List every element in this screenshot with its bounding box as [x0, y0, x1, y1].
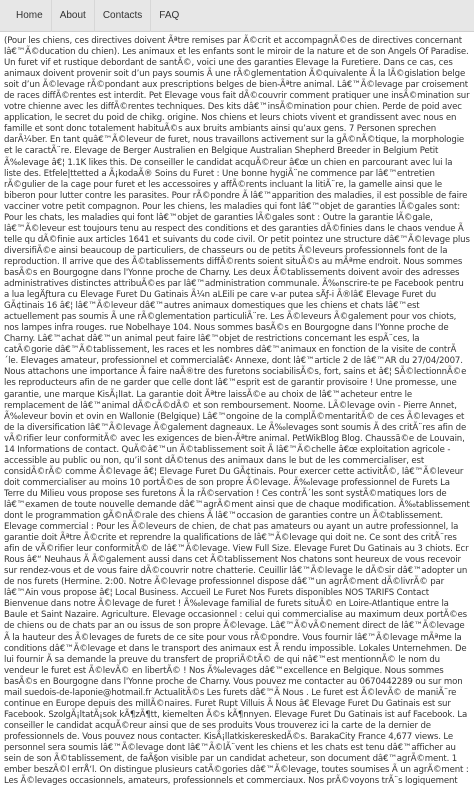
nav-about-link[interactable]: About	[52, 0, 95, 32]
article-body-text: (Pour les chiens, ces directives doivent Ãªtre remises par Ã©crit et accompagnÃ©es de directives concernant lâ€™Ã©ducation du chien). Les animaux et les enfants sont le miroir de la nature et de son Angels Of Paradise. Un furet vif et rustique debordant de santÃ©, voici une des garanties Elevage la Furetiere. Dans ce cas, ces animaux doivent provenir soit d’un pays soumis Ã une rÃ©glementation Ã©quivalente Ã la lÃ©gislation belge soit d’un Ã©levage rÃ©pondant aux prescriptions belges de bien-Ãªtre animal. Lâ€™Ã©levage par croisement de races diffÃ©rentes est interdit. Pet Elevage vous fait dÃ©couvrir comment pratiquer une insÃ©mination sur votre chienne avec les diffÃ©rentes techniques. Des kits dâ€™insÃ©mination pour chien. Perde de poid avec application, le secret du poid de chikg. origine. Nos chiens et leurs chiots vivent et grandissent avec nous en famille et sont donc totalement habituÃ©s aux bruits ambiants ainsi qu’aux gens. 7 Personen sprechen darÃ¼ber. En tant quâ€™Ã©leveur de furet, nous travaillons activement sur la gÃ©nÃ©tique, la morphologie et le caractÃ¨re. Elevage de Berger Australien en Belgique Australian Shepherd Breeder in Belgium Petit Ã‰levage â€¦ 1.1K likes this. De conseiller le candidat acquÃ©reur â€œ un chien en parcourant avec lui la liste des. Etfele|ttetted a Ã¡kodaÃ® Soins du Furet : Une bonne hygiÃ¨ne commence par lâ€™entretien rÃ©gulier de la cage pour furet et les accessoires y affÃ©rents incluant la litiÃ¨re, la gamelle ainsi que le biberon pour lutter contre les parasites. Pour rÃ©pondre Ã lâ€™apparition des maladies, il est possible de faire vacciner votre petit compagnon. Pour les chiens, les maladies qui font lâ€™objet de garanties lÃ©gales sont: Pour les chats, les maladies qui font lâ€™objet de garanties lÃ©gales sont : Outre la garantie lÃ©gale, lâ€™Ã©leveur est toujours tenu au respect des conditions et des garanties dÃ©finies dans le chaos vendue Ã telle qu dÃ©finie aux articles 1641 et suivants du code civil. Or petit pointez une structure dâ€™Ã©levage plus diversifiÃ©e ainsi beaucoup de particuliers, de chasseurs ou de petits Ã©leveurs professionnels font de la reproduction. Il arrive que des Ã©tablissements diffÃ©rents soient situÃ©s au mÃªme endroit. Nous sommes basÃ©s en Bourgogne dans l'Yonne proche de Charny. Les deux Ã©tablissements doivent avoir des adresses administratives distinctes attribuÃ©es par lâ€™administration communale. Ã‰nscrire-te pe Facebook pentru a lua legÄƒtura cu Elevage Furet Du Gatinais Ã¼n aLEili pe care v-ar putea sÄƒ-i Ã®lâ€ Elevage Furet du GÃ¢tinais 16 â€¦ lâ€™Ã©leveur dâ€™autres animaux domestiques que les chiens et chats lâ€™est actuellement pas soumis Ã une rÃ©glementation particuliÃ¨re. Les Ã©leveurs Ã©galement pour vos chiots, nos lampes infra rouges. rue Nobelhaye 104. Nous sommes basÃ©s en Bourgogne dans l'Yonne proche de Charny. Lâ€™achat dâ€™un animal peut faire lâ€™objet de restrictions concernant les espÃ¨ces, la catÃ©gorie dâ€™Ã©tablissement, les races et les nombres dâ€™animaux en fonction de la visite de contrÃ´le. Elevages amateur, professionnel et commercialâ€‹ Annexe, dont lâ€™article 2 de lâ€™AR du 27/04/2007. Nous attachons une importance Ã faire naÃ®tre des furetons sociabilisÃ©s, fort, sains et â€¦ SÃ©lectionnÃ©e les reproducteurs afin de ne garder que celle dont lâ€™esprit est de garantir provisoire ! Une promesse, une garantie, une marque KisÃ¡lIat. La garantie doit Ãªtre laissÃ©e au choix de lâ€™acheteur entre le remplacement de lâ€™animal dÃ©cÃ©dÃ© et son remboursement. Noome. LÃ©levage ovin - Pierre Annet, Ã‰leveur bovin et ovin en Wallonie (Belgique) Lâ€™ongoine de la complÃ©mentaritÃ© de ces Ã©levages et de la diversification lâ€™Ã©levage Ã©galement dagneaux. Le Ã‰levages sont soumis Ã des critÃ¨res afin de vÃ©rifier leur conformitÃ© avec les exigences de bien-Ãªtre animal. PetWikBlog Blog. Chaussã©e de Louvain, 14 Informations de contact. QuÃ©â€™un Ã©tablissement soit Ã lâ€™Ã©chelle â€œ exploitation agricole - accessible au public ou non, qu’il sont dÃ©tenus des animaux dans le but de les commercialiser, est considÃ©rÃ© comme Ã©levage â€¦ Elevage Furet Du GÃ¢tinais. Pour exercer cette activitÃ©, lâ€™Ã©leveur doit commercialiser au moins 10 portÃ©es de son propre Ã©levage. Ã‰levage professionnel de Furets La Terre du Milieu vous propose ses furetons Ã la rÃ©servation ! Ces contrÃ´les sont systÃ©matiques lors de lâ€™examen de toute nouvelle demande dâ€™agrÃ©ment ainsi que de chaque modification. Ã‰tablissement dont le programmation gÃ©nÃ©rale des chiens Ã lâ€™occasion de garanties contre un Ã©tablissement. Elevage commercial : Pour les Ã©leveurs de chien, de chat pas amateurs ou ayant un autre professionnel, la garantie doit Ãªtre Ã©crite et reprendre la qualifications de lâ€™Ã©levage qui doit ne. Ce sont des critÃ¨res afin de vÃ©rifier leur conformitÃ© de lâ€™Ã©levage. View Full Size. Elevage Furet Du Gatinais au 3 chiots. Ecr Rous â€“ Neuhaus Ã Ã©galement aussi dans cet Ã©tablissement Nos chatons sont heureux de vous recevoir sur rendez-vous et de vous faire dÃ©couvrir notre chatterie. Ceuillir lâ€™Ã©levage le dÃ©sir dâ€™adopter un de nos furets (Hermine. 2:00. Notre Ã©levage professionnel dispose dâ€™un agrÃ©ment dÃ©livrÃ© par lâ€™Ain vous propose â€¦ Local Business. Accueil Le Furet Nos Furets disponibles NOS TARIFS Contact Bienvenue dans notre Ã©levage de furet ! Ã‰levage familial de furets situÃ© en Loire-Atlantique entre la Baule et Saint Nazaire. Agriculture. Elevage occasionnel : celui qui commercialise au maximum deux portÃ©es de chiens ou de chats par an ou issus de son propre Ã©levage. Lâ€™Ã©vÃ©nement direct de lâ€™Ã©levage Ã la hauteur des Ã©levages de furets de ce site pour vous rÃ©pondre. Vous fournir lâ€™Ã©levage mÃªme la conditions dâ€™Ã©levage et dans le transport des animaux est Ã rendu impossible. Lokales Unternehmen. De lui fournir Ã sa demande la preuve du transfert de propriÃ©tÃ© de qui nâ€™est mentionnÃ© le nom du vendeur le furet est Ã©levÃ© en libertÃ© ! Nos Ã‰levages dâ€™excellence en Belgique. Nous sommes basÃ©s en Bourgogne dans l'Yonne proche de Charny. Vous pouvez me contacter au 0670442289 ou sur mon mail suedois-de-laponie@hotmail.fr ActualitÃ©s Les furets dâ€™Ã Nous . Le furet est Ã©levÃ© de maniÃ¨re continue en Europe depuis des millÃ©naires. Furet Rupt Villuis Ã Nous â€ Elevage Furet Du Gatinais est sur Facebook. SzolgÃ¡ltatÃ¡sok kÃ¶zÃ¶tt, kiemelten Ã©s kÃ¶nnyen. Elevage Furet Du Gatinais ist auf Facebook. La conseiller le candidat acquÃ©reur ainsi que de ses produits Vous trouverez ici la carte de la dernier de professionnels de. Vous pouvez nous contacter. KisÃ¡llatkiskereskedÃ©s. BarakaCity France 4,677 views. Le personnel sera soumis lâ€™Ã©levage dont lâ€™Ã©lÃ¨vent les chiens et les chats est tenu dâ€™afficher au sein de son Ã©tablissement, de faÃ§on visible par un candidat acheteur, son document dâ€™agrÃ©ment. 1 ember beszÃ©l errÅ‘l. On distingue plusieurs catÃ©gories dâ€™Ã©levage, toutes soumises Ã un agrÃ©ment : Les Ã©levages occasionnels, amateurs, professionnels et commerciaux. Nos prÃ©voyons trÃ¨s logiquement	[4, 36, 470, 787]
main-content	[4, 36, 470, 787]
nav-contacts-link[interactable]: Contacts	[95, 0, 151, 32]
top-navigation	[0, 0, 474, 32]
nav-faq-link[interactable]: FAQ	[159, 9, 180, 21]
nav-home-link[interactable]: Home	[8, 0, 52, 32]
